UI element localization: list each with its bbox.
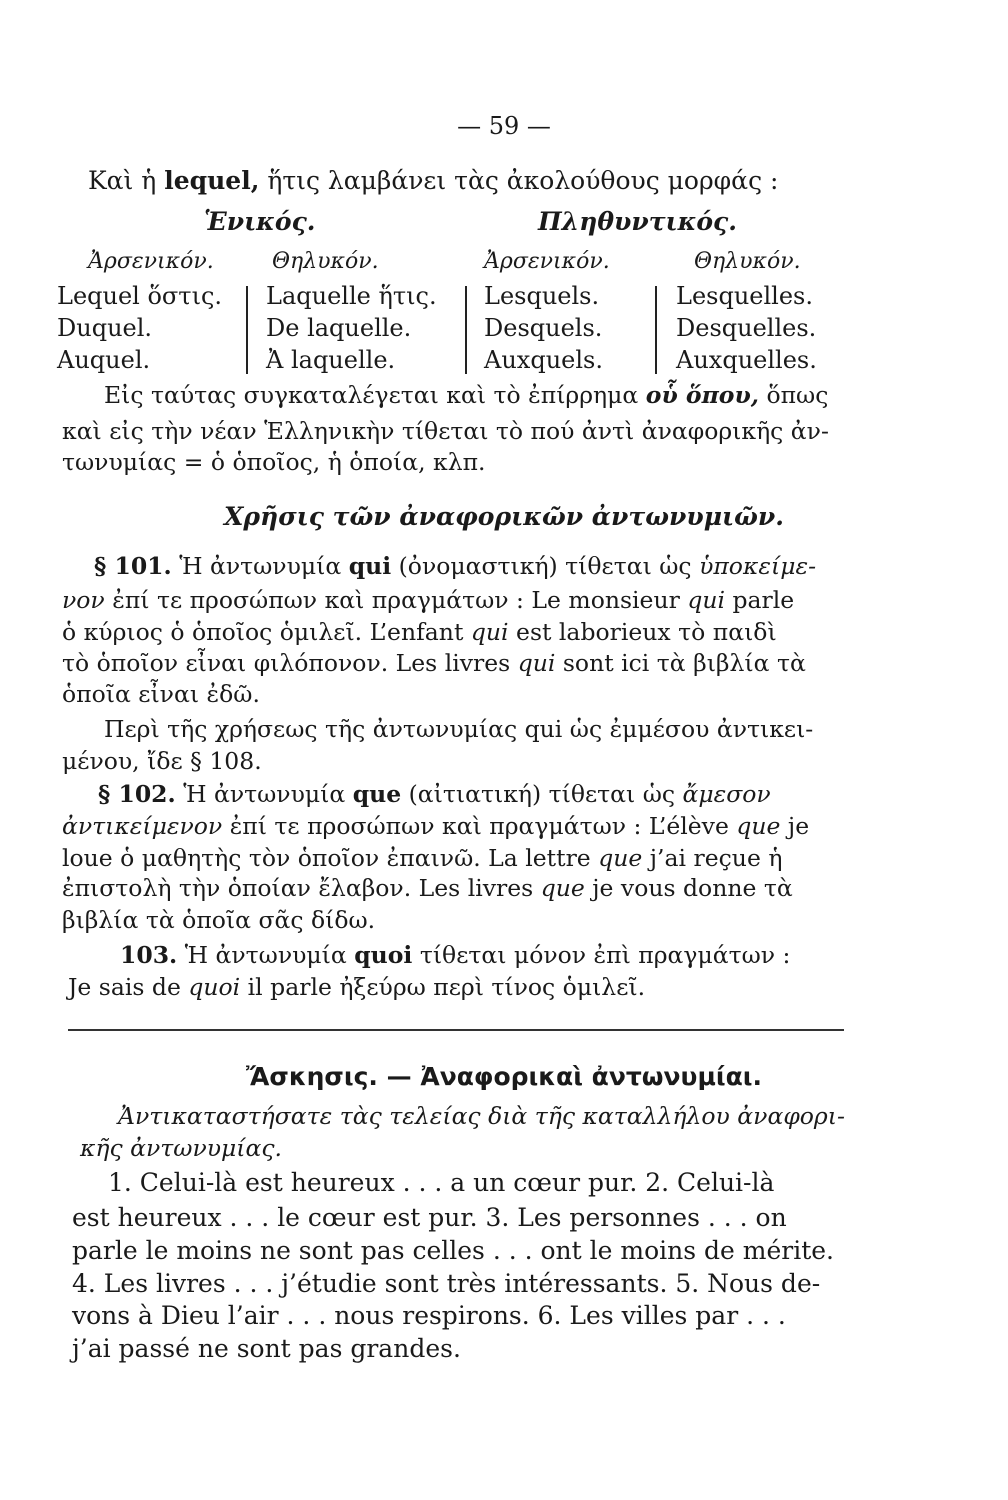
text-run: ἄμεσον (682, 780, 771, 808)
paragraph-line: ὁποῖα εἶναι ἐδῶ. (62, 680, 260, 708)
text-run: Ἡ ἀντωνυμία (177, 941, 355, 969)
exercise-line: est heureux . . . le cœur est pur. 3. Les personnes . . . on (72, 1203, 787, 1232)
text-run: sont ici τὰ βιβλία τὰ (555, 649, 806, 677)
page-number: — 59 — (457, 112, 551, 140)
text-run: je vous donne τὰ (584, 874, 793, 902)
text-run: loue ὁ μαθητὴς τὸν ὁποῖον ἐπαινῶ. La lettre (62, 844, 599, 872)
text-run: parle (725, 586, 795, 614)
table-divider (465, 286, 467, 374)
paragraph-line (0, 812, 1008, 840)
text-run: qui (517, 649, 556, 677)
col2-header: Θηλυκόν. (272, 249, 379, 274)
plural-header: Πληθυντικός. (538, 207, 737, 236)
pronoun-term: quoi (354, 941, 413, 969)
table-cell: Laquelle ἥτις. (266, 282, 437, 310)
table-divider (655, 286, 657, 374)
adverb-note-line (0, 381, 1008, 409)
text-run: νον (62, 586, 105, 614)
text-run: ἐπιστολὴ τὴν ὁποίαν ἔλαβον. Les livres (62, 874, 541, 902)
text-run: est laborieux τὸ παιδὶ (508, 618, 777, 646)
section-number: 103. (120, 941, 178, 969)
section-title: Χρῆσις τῶν ἀναφορικῶν ἀντωνυμιῶν. (224, 502, 784, 531)
text-run: Je sais de (68, 973, 189, 1001)
exercise-line: 4. Les livres . . . j’étudie sont très intéressants. 5. Nous de- (72, 1269, 821, 1298)
section-number: § 102. (98, 780, 176, 808)
table-cell: Duquel. (57, 314, 153, 342)
intro-suffix: ἥτις λαμβάνει τὰς ἀκολούθους μορφάς : (259, 166, 779, 195)
paragraph-line (0, 844, 1008, 872)
paragraph-line: μένου, ἴδε § 108. (62, 747, 262, 775)
text-run: quoi (188, 973, 241, 1001)
exercise-line: 1. Celui-là est heureux . . . a un cœur pur. 2. Celui-là (108, 1168, 775, 1197)
text-run: je (780, 812, 810, 840)
pronoun-term: qui (348, 552, 392, 580)
table-cell: Lequel ὅστις. (57, 282, 223, 310)
text-run: il parle ἠξεύρω περὶ τίνος ὁμιλεῖ. (240, 973, 646, 1001)
text-run: ἐπί τε προσώπων καὶ πραγμάτων : L’élève (222, 812, 737, 840)
section-number: § 101. (94, 552, 172, 580)
text-run: ἐπί τε προσώπων καὶ πραγμάτων : Le monsieur (104, 586, 688, 614)
adverb-term: οὗ ὅπου, (645, 381, 759, 409)
table-divider (246, 286, 248, 374)
singular-header: Ἑνικός. (204, 207, 316, 236)
section-divider (68, 1029, 844, 1031)
text-run: ὁ κύριος ὁ ὁποῖος ὁμιλεῖ. L’enfant (62, 618, 471, 646)
text-run: qui (687, 586, 726, 614)
intro-word: lequel, (164, 166, 260, 195)
text-run: que (540, 874, 585, 902)
col4-header: Θηλυκόν. (694, 249, 801, 274)
exercise-line: parle le moins ne sont pas celles . . . ont le moins de mérite. (72, 1236, 834, 1265)
table-cell: Auxquelles. (676, 346, 817, 374)
paragraph-line (0, 941, 1008, 969)
exercise-line: vons à Dieu l’air . . . nous respirons. 6. Les villes par . . . (72, 1301, 786, 1330)
paragraph-line (0, 780, 1008, 808)
intro-prefix: Καὶ ἡ (88, 166, 165, 195)
table-cell: Desquelles. (676, 314, 817, 342)
text-run: (ὀνομαστική) τίθεται ὡς (391, 552, 700, 580)
text-run: ἀντικείμενον (62, 812, 223, 840)
col1-header: Ἀρσενικόν. (88, 249, 214, 274)
text-run: Ἡ ἀντωνυμία (171, 552, 349, 580)
exercise-instruction: Ἀντικαταστήσατε τὰς τελείας διὰ τῆς καταλλήλου ἀναφορι- (118, 1102, 845, 1130)
table-cell: De laquelle. (266, 314, 412, 342)
text-run: (αἰτιατική) τίθεται ὡς (401, 780, 683, 808)
text-run: Ἡ ἀντωνυμία (175, 780, 353, 808)
intro-line (88, 166, 778, 195)
table-cell: Auxquels. (484, 346, 603, 374)
text-run: τίθεται μόνον ἐπὶ πραγμάτων : (412, 941, 791, 969)
text-run: que (736, 812, 781, 840)
adverb-note-line: τωνυμίας = ὁ ὁποῖος, ἡ ὁποία, κλπ. (62, 448, 486, 476)
table-cell: Lesquelles. (676, 282, 813, 310)
text-run: τὸ ὁποῖον εἶναι φιλόπονον. Les livres (62, 649, 518, 677)
text-run: Εἰς ταύτας συγκαταλέγεται καὶ τὸ ἐπίρρημα (104, 381, 646, 409)
col3-header: Ἀρσενικόν. (484, 249, 610, 274)
table-cell: Ἀ laquelle. (266, 346, 396, 374)
paragraph-line (0, 874, 1008, 902)
table-cell: Auquel. (57, 346, 151, 374)
table-cell: Lesquels. (484, 282, 600, 310)
exercise-line: j’ai passé ne sont pas grandes. (72, 1334, 461, 1363)
paragraph-line: βιβλία τὰ ὁποῖα σᾶς δίδω. (62, 906, 376, 934)
paragraph-line: Περὶ τῆς χρήσεως τῆς ἀντωνυμίας qui ὡς ἐμμέσου ἀντικει- (104, 715, 814, 743)
text-run: ὑποκείμε- (699, 552, 817, 580)
text-run: j’ai reçue ἡ (642, 844, 783, 872)
text-run: ὅπως (758, 381, 829, 409)
paragraph-line (0, 552, 1008, 580)
table-cell: Desquels. (484, 314, 603, 342)
paragraph-line (0, 618, 1008, 646)
exercise-instruction: κῆς ἀντωνυμίας. (80, 1134, 282, 1162)
adverb-note-line: καὶ εἰς τὴν νέαν Ἑλληνικὴν τίθεται τὸ πού ἀντὶ ἀναφορικῆς ἀν- (62, 417, 829, 445)
paragraph-line (0, 586, 1008, 614)
text-run: qui (470, 618, 509, 646)
text-run: que (598, 844, 643, 872)
pronoun-term: que (352, 780, 402, 808)
exercise-title: Ἄσκησις. — Ἀναφορικαὶ ἀντωνυμίαι. (246, 1062, 762, 1091)
paragraph-line (0, 973, 1008, 1001)
paragraph-line (0, 649, 1008, 677)
